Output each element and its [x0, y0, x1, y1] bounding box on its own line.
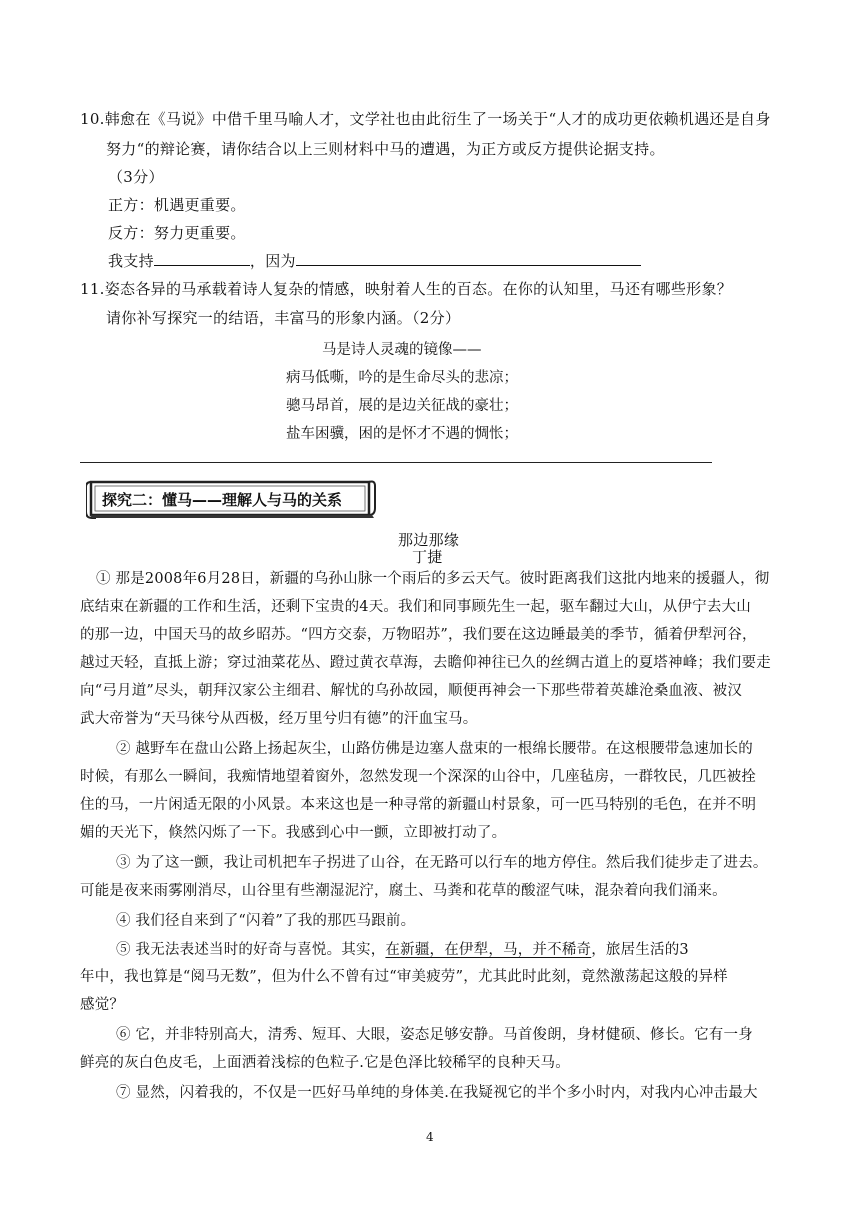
- paragraph-4: ④ 我们径自来到了“闪着”了我的那匹马跟前。: [116, 913, 416, 929]
- page-number: 4: [426, 1130, 434, 1144]
- q10-con: 反方：努力更重要。: [108, 224, 246, 242]
- paragraph-7-line-1: ⑦ 显然，闪着我的，不仅是一匹好马单纯的身体美.在我疑视它的半个多小时内，对我内心冲击最大: [116, 1085, 758, 1101]
- paragraph-6-line-2: 鲜亮的灰白色皮毛，上面洒着浅棕的色粒子.它是色泽比较稀罕的良种天马。: [80, 1055, 570, 1071]
- poem-line-1: 马是诗人灵魂的镜像——: [322, 342, 482, 358]
- q10-line1: 10.韩愈在《马说》中借千里马喻人才，文学社也由此衍生了一场关于“人才的成功更依赖机遇还是自身: [80, 110, 771, 128]
- paragraph-5-line-3: 感觉？: [80, 997, 125, 1013]
- paragraph-2-line-1: ② 越野车在盘山公路上扬起灰尘，山路仿佛是边塞人盘束的一根绵长腰带。在这根腰带急速加长的: [116, 741, 753, 757]
- paragraph-5-before: ⑤ 我无法表述当时的好奇与喜悦。其实，: [116, 942, 386, 958]
- section-banner: [86, 478, 376, 520]
- q11-line1: 11.姿态各异的马承载着诗人复杂的情感，映射着人生的百态。在你的认知里，马还有哪些形象？: [80, 280, 733, 298]
- paragraph-1-line-4: 越过天轻，直抵上游；穿过油菜花丛、蹬过黄衣草海，去瞻仰神往已久的丝绸古道上的夏塔神峰；我们要走: [80, 655, 771, 671]
- q10-reason-blank[interactable]: [296, 251, 641, 266]
- answer-divider: [80, 462, 712, 463]
- poem-line-3: 骢马昂首，展的是边关征战的豪壮；: [286, 398, 518, 414]
- paragraph-5-after: ，旅居生活的3: [591, 942, 689, 958]
- paragraph-2-line-4: 媚的天光下，倏然闪烁了一下。我感到心中一颤，立即被打动了。: [80, 825, 507, 841]
- paragraph-2-line-2: 时候，有那么一瞬间，我痴情地望着窗外，忽然发现一个深深的山谷中，几座毡房，一群牧民，几匹被拴: [80, 769, 757, 785]
- article-author: 丁捷: [412, 548, 443, 566]
- q10-support-prefix: 我支持: [108, 252, 154, 270]
- paragraph-1-line-5: 向“弓月道”尽头，朝拜汉家公主细君、解忧的乌孙故园，顺便再神会一下那些带着英雄沧桑血液、被汉: [80, 683, 743, 699]
- paragraph-1-line-2: 底结束在新疆的工作和生活，还剩下宝贵的4天。我们和同事顾先生一起，驱车翻过大山，从伊宁去大山: [80, 599, 751, 615]
- q10-answer-line: [108, 250, 641, 271]
- q10-support-blank[interactable]: [154, 251, 250, 266]
- paragraph-1-line-6: 武大帝誉为“天马徕兮从西极，经万里兮归有德”的汗血宝马。: [80, 711, 478, 727]
- q10-because: ，因为: [249, 252, 296, 270]
- paragraph-1-line-3: 的那一边，中国天马的故乡昭苏。“四方交泰，万物昭苏”，我们要在这边睡最美的季节，循着伊犁河谷，: [80, 627, 757, 643]
- section-banner-label: 探究二：懂马——理解人与马的关系: [102, 491, 343, 509]
- paragraph-1-line-1: ① 那是2008年6月28日，新疆的乌孙山脉一个雨后的多云天气。彼时距离我们这批内地来的援疆人，彻: [96, 571, 770, 587]
- poem-line-4: 盐车困骥，困的是怀才不遇的惆怅；: [286, 426, 518, 442]
- paragraph-2-line-3: 住的马，一片闲适无限的小风景。本来这也是一种寻常的新疆山村景象，可一匹马特别的毛色，在并不明: [80, 797, 757, 813]
- paragraph-5-line-2: 年中，我也算是“阅马无数”，但为什么不曾有过“审美疲劳”，尤其此时此刻，竟然激荡起这般的异样: [80, 969, 728, 985]
- paragraph-3-line-1: ③ 为了这一颤，我让司机把车子拐进了山谷，在无路可以行车的地方停住。然后我们徒步走了进去。: [116, 855, 768, 871]
- paragraph-6-line-1: ⑥ 它，并非特别高大，清秀、短耳、大眼，姿态足够安静。马首俊朗，身材健硕、修长。它有一身: [116, 1027, 753, 1043]
- paragraph-5-underlined: 在新疆，在伊犁，马，并不稀奇: [385, 942, 592, 958]
- q10-line2: 努力“的辩论赛，请你结合以上三则材料中马的遭遇，为正方或反方提供论据支持。: [106, 140, 665, 158]
- q11-line2: 请你补写探究一的结语，丰富马的形象内涵。（2分）: [106, 309, 461, 327]
- paragraph-3-line-2: 可能是夜来雨雾刚消尽，山谷里有些潮湿泥泞，腐土、马粪和花草的酸涩气味，混杂着向我们涌来。: [80, 883, 727, 899]
- q10-score: （3分）: [108, 168, 164, 186]
- q10-pro: 正方：机遇更重要。: [108, 196, 246, 214]
- poem-line-2: 病马低嘶，吟的是生命尽头的悲凉；: [286, 370, 518, 386]
- article-title: 那边那缘: [398, 531, 460, 549]
